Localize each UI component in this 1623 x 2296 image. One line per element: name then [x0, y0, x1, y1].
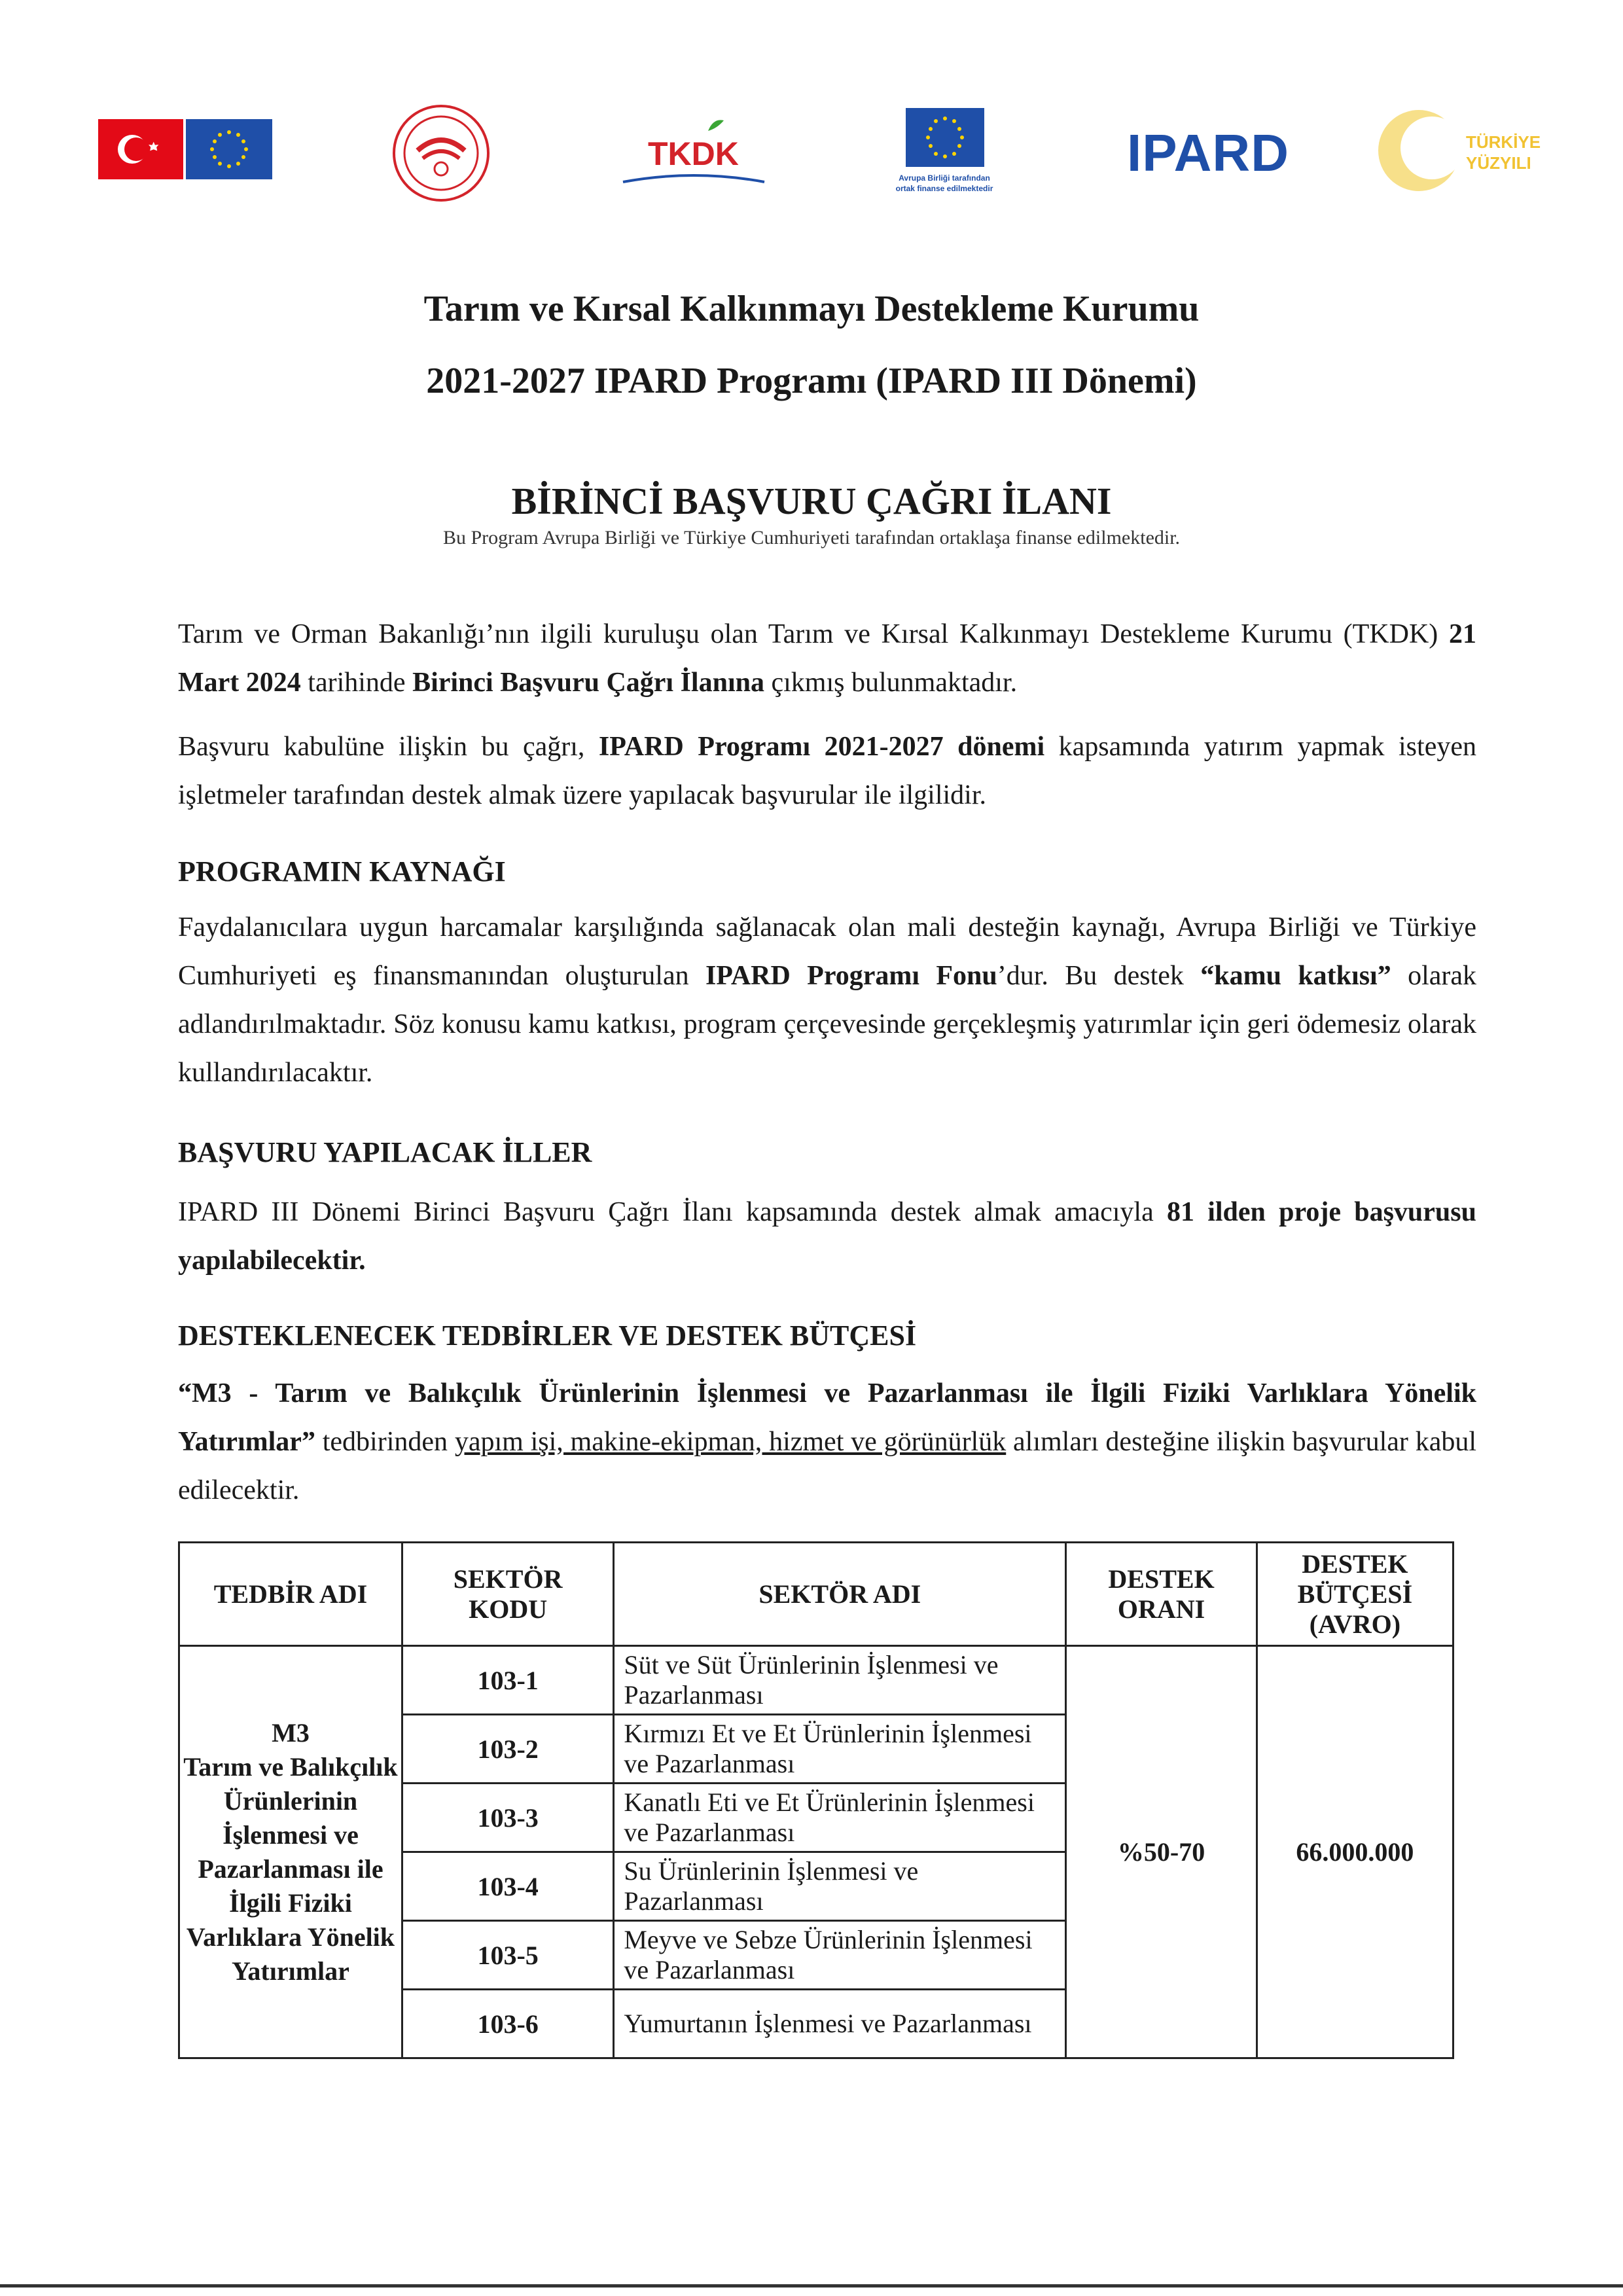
eu-cofinanced-logo: [863, 108, 1026, 203]
measures-heading: DESTEKLENECEK TEDBİRLER VE DESTEK BÜTÇESİ: [178, 1319, 917, 1352]
support-rate: %50-70: [1066, 1646, 1257, 2058]
intro-text: Tarım ve Orman Bakanlığı’nın ilgili kuruluşu olan Tarım ve Kırsal Kalkınmayı Destekleme Kurumu (TKDK): [178, 619, 1449, 649]
program-period: IPARD Programı 2021-2027 dönemi: [598, 732, 1045, 762]
call-name: Birinci Başvuru Çağrı İlanına: [412, 668, 764, 698]
yuzyili-text: YÜZYILI: [1466, 153, 1531, 173]
measures-text: alımları desteğine ilişkin başvurular kabul edilecektir.: [178, 1427, 1477, 1505]
tkdk-logo: [622, 111, 766, 190]
turkiye-yuzyili-logo: [1374, 106, 1551, 194]
provinces-count: 81 ilden proje başvurusu yapılabilecektir.: [178, 1197, 1476, 1276]
provinces-text: IPARD III Dönemi Birinci Başvuru Çağrı İlanı kapsamında destek almak amacıyla: [178, 1197, 1167, 1227]
header-budget: DESTEK BÜTÇESİ (AVRO): [1257, 1543, 1453, 1646]
table-header-row: [179, 1543, 1454, 1646]
measures-text: tedbirinden: [315, 1427, 455, 1457]
source-text: ’dur. Bu destek: [997, 961, 1201, 991]
eu-caption-line1: Avrupa Birliği tarafından: [899, 173, 990, 183]
sector-code: 103-6: [402, 1990, 613, 2058]
sector-code: 103-3: [402, 1784, 613, 1852]
sector-name: Kırmızı Et ve Et Ürünlerinin İşlenmesi ve Pazarlanması: [614, 1715, 1066, 1784]
intro-paragraph-2: [178, 723, 1476, 819]
call-date: 21 Mart 2024: [178, 619, 1476, 698]
source-text: Faydalanıcılara uygun harcamalar karşılığında sağlanacak olan mali desteğin kaynağı, Avrupa Birliği ve Türkiye Cumhuriyeti eş finansmanından oluşturulan: [178, 912, 1476, 991]
cofinance-subtitle: Bu Program Avrupa Birliği ve Türkiye Cumhuriyeti tarafından ortaklaşa finanse edilmektedir.: [442, 527, 1181, 548]
source-heading: PROGRAMIN KAYNAĞI: [178, 855, 506, 888]
header-sector-code: SEKTÖR KODU: [402, 1543, 613, 1646]
ministry-seal-logo: [391, 103, 491, 203]
turkey-eu-flags-logo: [98, 119, 272, 179]
institution-title: Tarım ve Kırsal Kalkınmayı Destekleme Kurumu: [423, 289, 1200, 329]
header-measure: TEDBİR ADI: [179, 1543, 402, 1646]
scan-edge-line: [0, 2284, 1623, 2287]
sector-code: 103-1: [402, 1646, 613, 1715]
turkiye-text: TÜRKİYE: [1466, 132, 1541, 152]
intro-text: tarihinde: [300, 668, 413, 698]
table-row: [179, 1646, 1454, 1715]
source-paragraph: [178, 903, 1476, 1097]
sector-name: Yumurtanın İşlenmesi ve Pazarlanması: [614, 1990, 1066, 2058]
budget-table: [178, 1541, 1454, 2059]
call-heading: BİRİNCİ BAŞVURU ÇAĞRI İLANI: [511, 480, 1112, 522]
measure-cell: M3 Tarım ve Balıkçılık Ürünlerinin İşlenmesi ve Pazarlanması ile İlgili Fiziki Varlıklara Yönelik Yatırımlar: [179, 1646, 402, 2058]
measures-paragraph: [178, 1369, 1476, 1515]
intro-paragraph-1: [178, 610, 1476, 707]
tkdk-logo-text: TKDK: [648, 135, 739, 172]
provinces-heading: BAŞVURU YAPILACAK İLLER: [178, 1136, 592, 1168]
intro-text: kapsamında yatırım yapmak isteyen işletmeler tarafından destek almak üzere yapılacak başvurular ile ilgilidir.: [178, 732, 1476, 810]
sector-code: 103-5: [402, 1921, 613, 1990]
public-contribution: “kamu katkısı”: [1200, 961, 1391, 991]
sector-name: Su Ürünlerinin İşlenmesi ve Pazarlanması: [614, 1852, 1066, 1921]
provinces-paragraph: [178, 1188, 1476, 1285]
support-budget: 66.000.000: [1257, 1646, 1453, 2058]
sector-name: Süt ve Süt Ürünlerinin İşlenmesi ve Pazarlanması: [614, 1646, 1066, 1715]
program-title: 2021-2027 IPARD Programı (IPARD III Dönemi): [426, 361, 1197, 401]
header-support-rate: DESTEK ORANI: [1066, 1543, 1257, 1646]
intro-text: çıkmış bulunmaktadır.: [764, 668, 1018, 698]
source-text: olarak adlandırılmaktadır. Söz konusu kamu katkısı, program çerçevesinde gerçekleşmiş yatırımlar için geri ödemesiz olarak kullandırılacaktır.: [178, 961, 1477, 1088]
expense-types: yapım işi, makine-ekipman, hizmet ve görünürlük: [454, 1427, 1007, 1457]
sector-name: Kanatlı Eti ve Et Ürünlerinin İşlenmesi ve Pazarlanması: [614, 1784, 1066, 1852]
intro-text: Başvuru kabulüne ilişkin bu çağrı,: [178, 732, 599, 762]
header-sector-name: SEKTÖR ADI: [614, 1543, 1066, 1646]
sector-name: Meyve ve Sebze Ürünlerinin İşlenmesi ve Pazarlanması: [614, 1921, 1066, 1990]
eu-caption-line2: ortak finanse edilmektedir: [895, 184, 993, 193]
measure-title: “M3 - Tarım ve Balıkçılık Ürünlerinin İşlenmesi ve Pazarlanması ile İlgili Fiziki Varlıklara Yönelik Yatırımlar”: [178, 1378, 1476, 1457]
ipard-logo: IPARD: [1127, 124, 1289, 182]
fund-name: IPARD Programı Fonu: [705, 961, 997, 991]
sector-code: 103-2: [402, 1715, 613, 1784]
sector-code: 103-4: [402, 1852, 613, 1921]
